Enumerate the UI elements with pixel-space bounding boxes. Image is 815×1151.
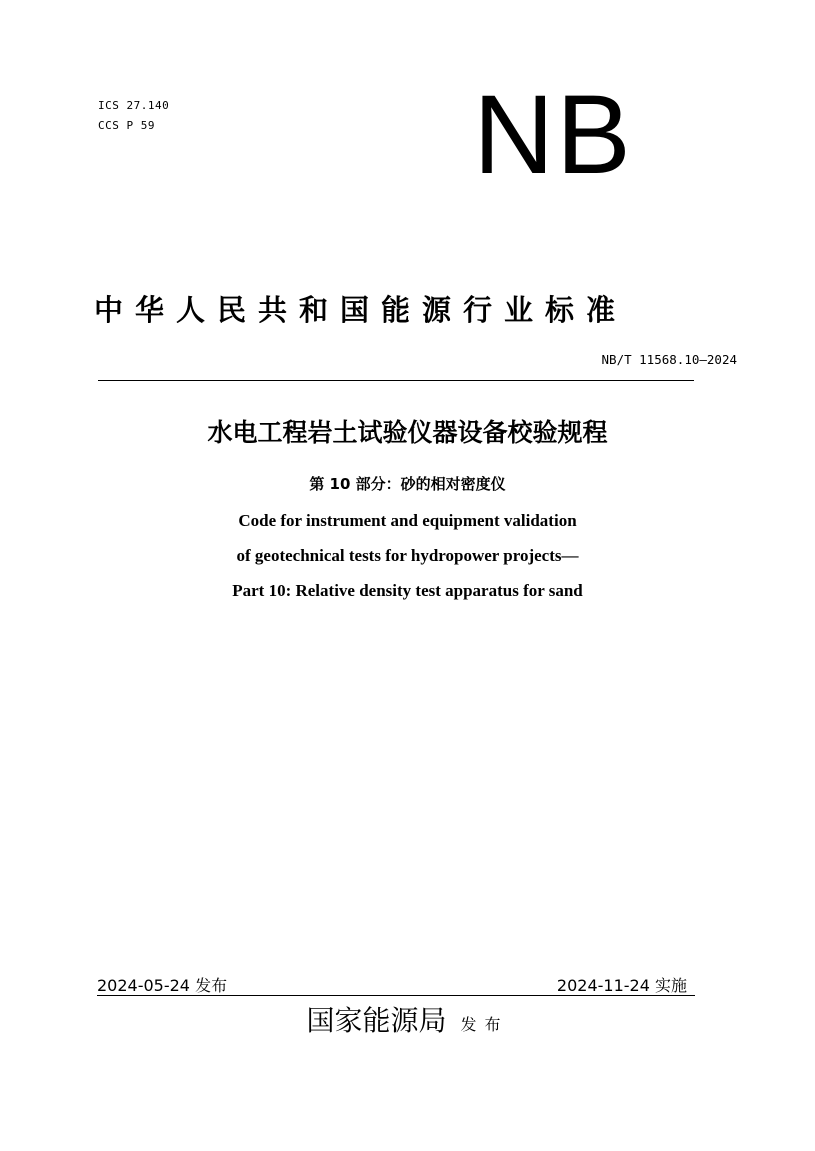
classification-codes	[98, 96, 169, 136]
issuer-name: 国家能源局	[306, 1004, 447, 1037]
header-divider	[98, 380, 694, 381]
ccs-code: CCS P 59	[98, 119, 155, 132]
standard-number: NB/T 11568.10—2024	[601, 352, 737, 367]
nb-logo: NB	[473, 72, 633, 197]
issuer-line	[0, 1001, 815, 1045]
issuer-action: 发布	[460, 1015, 509, 1034]
title-en-line-1: Code for instrument and equipment validation	[238, 511, 577, 530]
part-title-cn: 第 10 部分：砂的相对密度仪	[309, 475, 506, 493]
footer-divider	[97, 995, 695, 996]
document-title-cn: 水电工程岩土试验仪器设备校验规程	[207, 418, 608, 447]
release-date: 2024-05-24 发布	[97, 976, 228, 995]
standard-category: 中华人民共和国能源行业标准	[94, 293, 628, 327]
ics-code: ICS 27.140	[98, 99, 170, 112]
implementation-date: 2024-11-24 实施	[556, 976, 687, 995]
title-en-line-3: Part 10: Relative density test apparatus for sand	[232, 581, 583, 600]
title-en-line-2: of geotechnical tests for hydropower projects—	[236, 546, 579, 565]
